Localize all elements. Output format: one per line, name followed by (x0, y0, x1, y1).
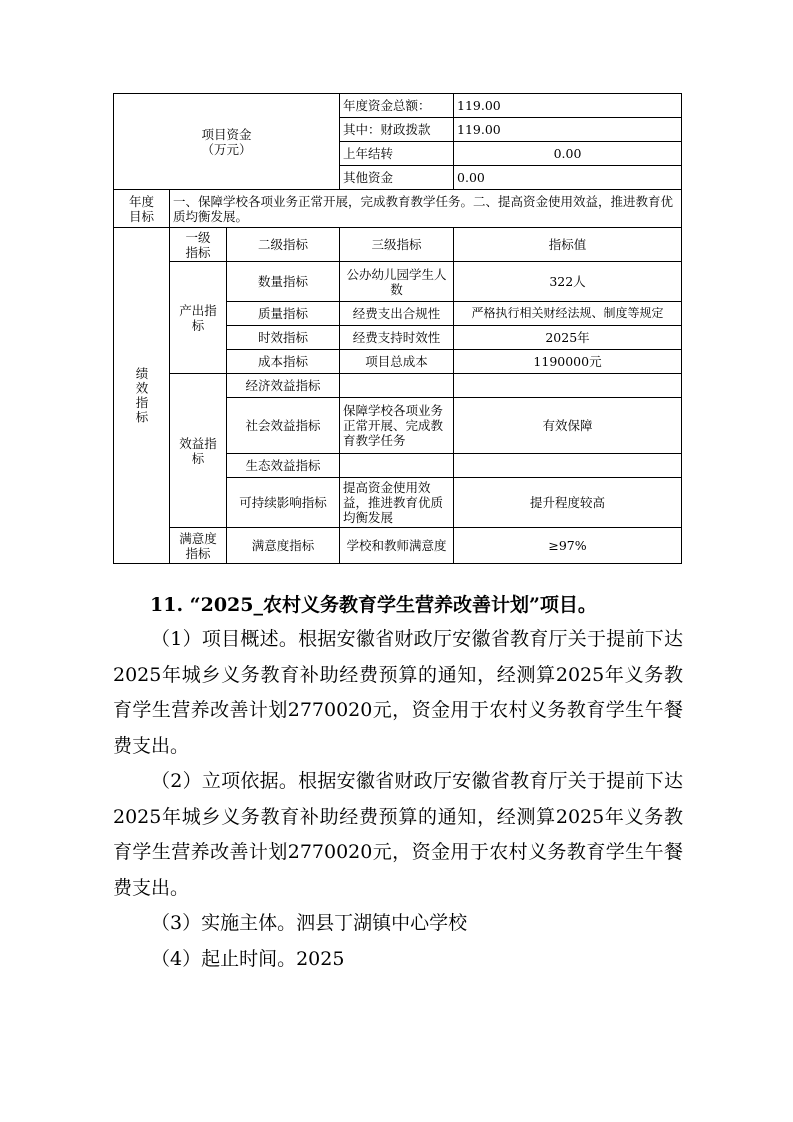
satisfaction-l3: 学校和教师满意度 (340, 528, 454, 564)
benefit-l3 (340, 374, 454, 398)
benefit-l2: 社会效益指标 (227, 398, 340, 454)
header-level1: 一级 指标 (170, 228, 227, 262)
paragraph-overview: （1）项目概述。根据安徽省财政厅安徽省教育厅关于提前下达2025年城乡义务教育补助经费预算的通知，经测算2025年义务教育学生营养改善计划2770020元，资金用于农村义务教育学生午餐费支出。 (113, 628, 683, 757)
benefit-l2: 可持续影响指标 (227, 478, 340, 528)
satisfaction-label: 满意度 指标 (170, 528, 227, 564)
output-l2: 成本指标 (227, 350, 340, 374)
goal-text: 一、保障学校各项业务正常开展，完成教育教学任务。二、提高资金使用效益，推进教育优质均衡发展。 (170, 190, 682, 228)
header-value: 指标值 (454, 228, 682, 262)
benefit-value (454, 374, 682, 398)
benefit-label: 效益指 标 (170, 374, 227, 528)
funds-carryover-value: 0.00 (454, 142, 682, 166)
output-l2: 时效指标 (227, 326, 340, 350)
output-l2: 数量指标 (227, 262, 340, 302)
benefit-value (454, 454, 682, 478)
output-value: 严格执行相关财经法规、制度等规定 (454, 302, 682, 326)
section-heading: 11. “2025_农村义务教育学生营养改善计划”项目。 (150, 594, 597, 616)
output-l3: 经费支出合规性 (340, 302, 454, 326)
funds-label: 项目资金 （万元） (114, 94, 340, 190)
satisfaction-value: ≥97% (454, 528, 682, 564)
funds-total-label: 年度资金总额： (340, 94, 454, 118)
paragraph-basis: （2）立项依据。根据安徽省财政厅安徽省教育厅关于提前下达2025年城乡义务教育补助经费预算的通知，经测算2025年义务教育学生营养改善计划2770020元，资金用于农村义务教育学生午餐费支出。 (113, 770, 683, 899)
header-level3: 三级指标 (340, 228, 454, 262)
funds-fiscal-label: 其中：财政拨款 (340, 118, 454, 142)
perf-label: 绩效指标 (134, 366, 149, 425)
funds-carryover-label: 上年结转 (340, 142, 454, 166)
benefit-value: 有效保障 (454, 398, 682, 454)
paragraph-period: （4）起止时间。2025 (151, 947, 345, 970)
funds-fiscal-value: 119.00 (454, 118, 682, 142)
benefit-l3: 提高资金使用效益，推进教育优质均衡发展 (340, 478, 454, 528)
benefit-l3: 保障学校各项业务正常开展、完成教育教学任务 (340, 398, 454, 454)
output-value: 2025年 (454, 326, 682, 350)
output-l3: 经费支持时效性 (340, 326, 454, 350)
benefit-l3 (340, 454, 454, 478)
goal-label: 年度 目标 (114, 190, 170, 228)
output-l3: 项目总成本 (340, 350, 454, 374)
benefit-l2: 生态效益指标 (227, 454, 340, 478)
funds-total-value: 119.00 (454, 94, 682, 118)
funds-other-value: 0.00 (454, 166, 682, 190)
funds-other-label: 其他资金 (340, 166, 454, 190)
benefit-value: 提升程度较高 (454, 478, 682, 528)
benefit-l2: 经济效益指标 (227, 374, 340, 398)
output-label: 产出指 标 (170, 262, 227, 374)
performance-table (113, 93, 682, 564)
output-l3: 公办幼儿园学生人数 (340, 262, 454, 302)
perf-label-cell (114, 228, 170, 564)
satisfaction-l2: 满意度指标 (227, 528, 340, 564)
section-body (113, 622, 683, 977)
output-value: 1190000元 (454, 350, 682, 374)
header-level2: 二级指标 (227, 228, 340, 262)
output-value: 322人 (454, 262, 682, 302)
paragraph-implementer: （3）实施主体。泗县丁湖镇中心学校 (151, 912, 468, 934)
output-l2: 质量指标 (227, 302, 340, 326)
